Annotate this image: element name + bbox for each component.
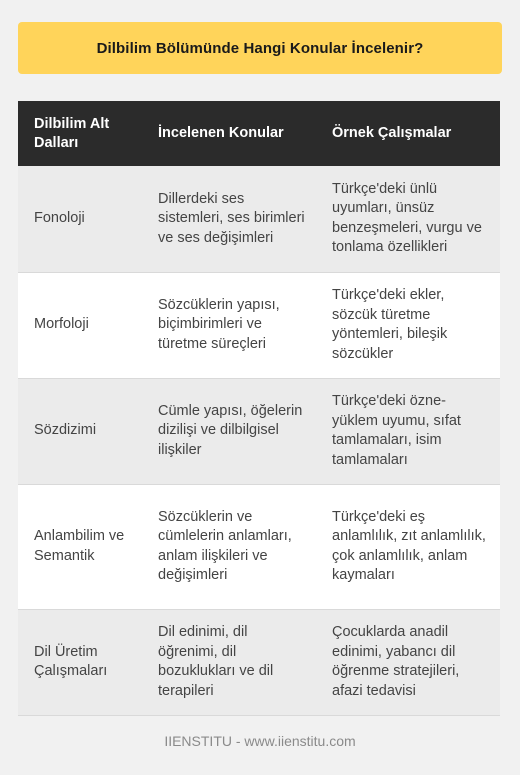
table-row [18,272,500,378]
table-header-row [18,101,500,166]
table-row [18,166,500,272]
cell-examples: Türkçe'deki ünlü uyumları, ünsüz benzeşmeleri, vurgu ve tonlama özellikleri [316,166,500,272]
header-branch: Dilbilim Alt Dalları [18,101,142,166]
header-examples: Örnek Çalışmalar [316,101,500,166]
cell-topics: Dillerdeki ses sistemleri, ses birimleri ve ses değişimleri [142,166,316,272]
cell-examples: Türkçe'deki ekler, sözcük türetme yöntemleri, bileşik sözcükler [316,272,500,378]
table-row [18,378,500,484]
cell-topics: Cümle yapısı, öğelerin dizilişi ve dilbilgisel ilişkiler [142,378,316,484]
cell-topics: Sözcüklerin yapısı, biçimbirimleri ve türetme süreçleri [142,272,316,378]
cell-topics: Sözcüklerin ve cümlelerin anlamları, anlam ilişkileri ve değişimleri [142,484,316,609]
cell-examples: Türkçe'deki eş anlamlılık, zıt anlamlılık, çok anlamlılık, anlam kaymaları [316,484,500,609]
cell-branch: Fonoloji [18,166,142,272]
cell-examples: Türkçe'deki özne-yüklem uyumu, sıfat tamlamaları, isim tamlamaları [316,378,500,484]
cell-branch: Anlambilim ve Semantik [18,484,142,609]
cell-examples: Çocuklarda anadil edinimi, yabancı dil öğrenme stratejileri, afazi tedavisi [316,609,500,715]
cell-branch: Morfoloji [18,272,142,378]
table-row [18,484,500,609]
title-banner [18,22,502,74]
page-title: Dilbilim Bölümünde Hangi Konular İncelenir? [96,39,424,57]
cell-topics: Dil edinimi, dil öğrenimi, dil bozuklukları ve dil terapileri [142,609,316,715]
footer-credit: IIENSTITU - www.iienstitu.com [164,733,356,749]
cell-branch: Sözdizimi [18,378,142,484]
linguistics-topics-table [18,101,500,716]
table-row [18,609,500,715]
cell-branch: Dil Üretim Çalışmaları [18,609,142,715]
header-topics: İncelenen Konular [142,101,316,166]
